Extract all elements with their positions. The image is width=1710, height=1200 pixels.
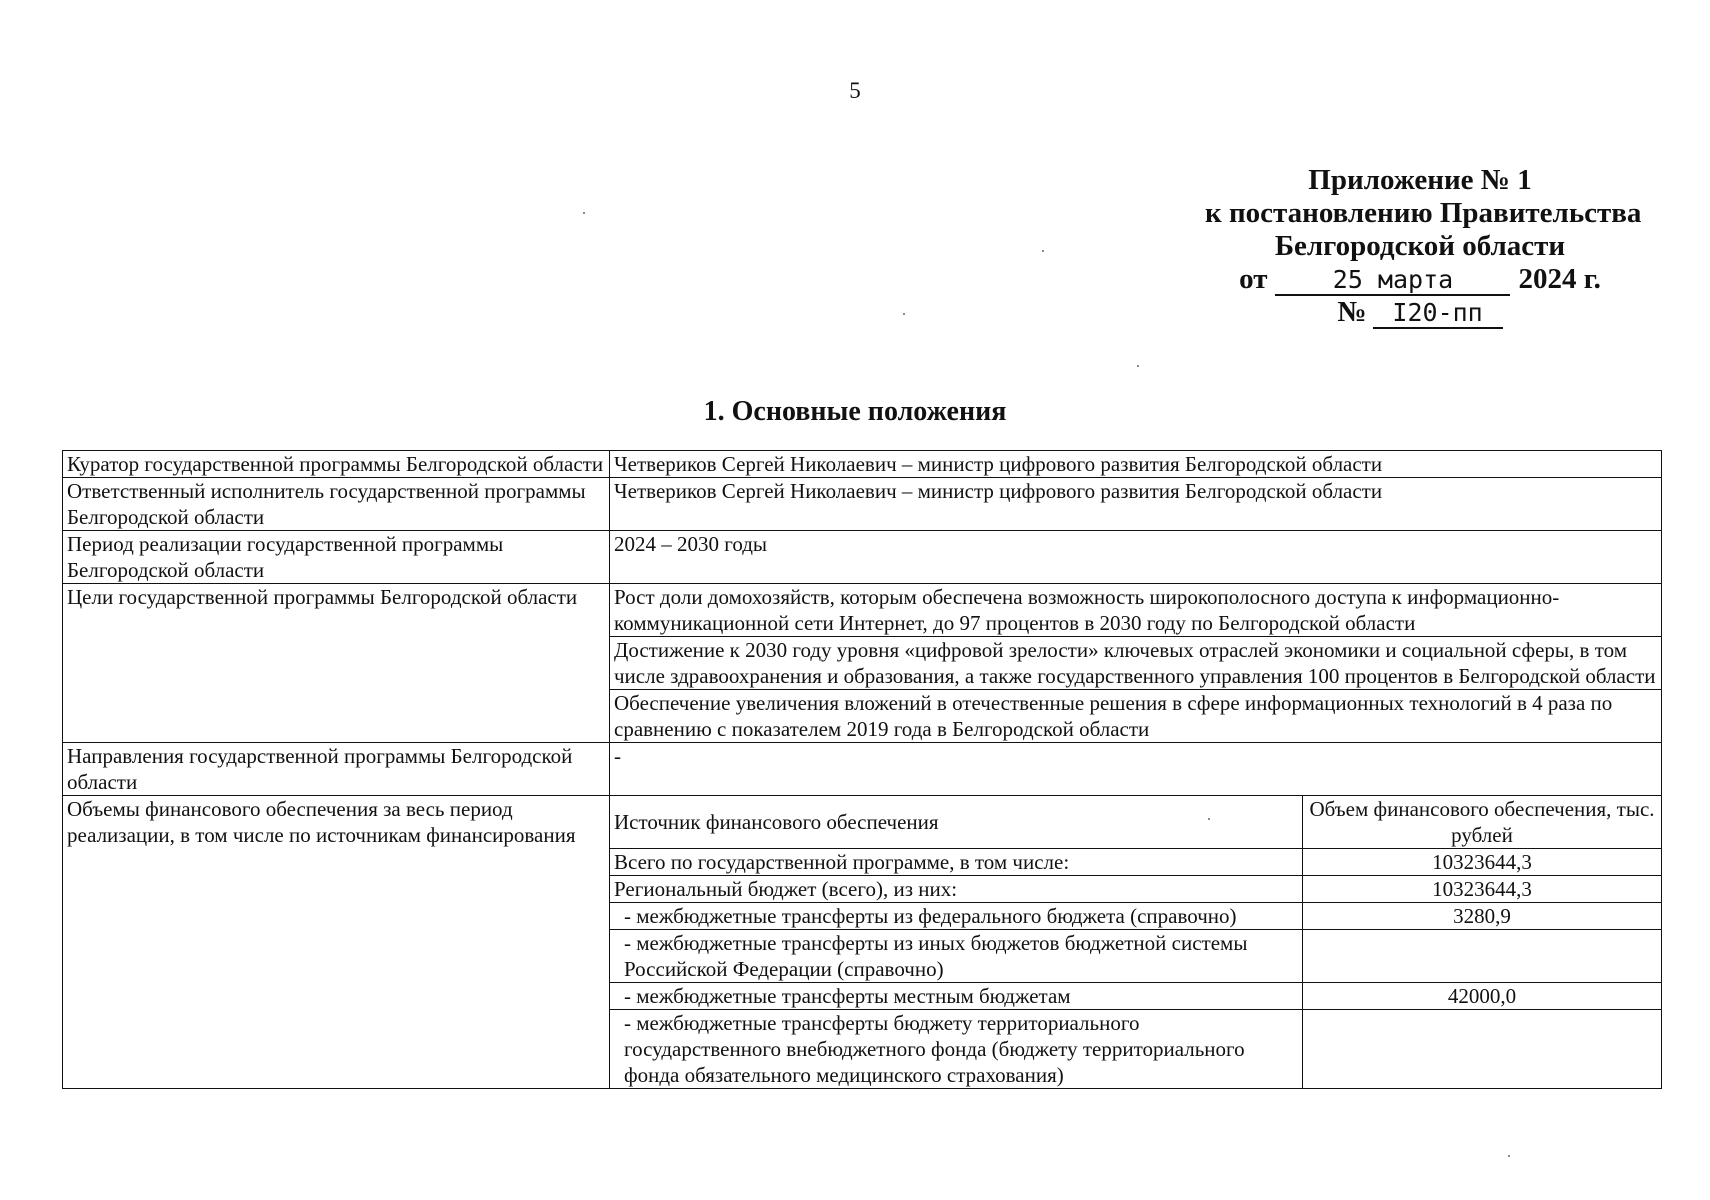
financing-amount-header: Объем финансового обеспечения, тыс. рублей bbox=[1303, 796, 1662, 849]
financing-item-row bbox=[610, 903, 1661, 930]
financing-row bbox=[63, 796, 1662, 1089]
financing-source: Региональный бюджет (всего), из них: bbox=[610, 876, 1303, 903]
handwritten-number: I20-пп bbox=[1373, 299, 1503, 329]
financing-source: - межбюджетные трансферты из федерального бюджета (справочно) bbox=[610, 903, 1303, 930]
appendix-line-2: к постановлению Правительства bbox=[1205, 197, 1642, 229]
financing-label: Объемы финансового обеспечения за весь период реализации, в том числе по источникам финансирования bbox=[63, 796, 610, 1089]
financing-amount bbox=[1303, 930, 1662, 983]
scan-speck bbox=[903, 313, 905, 315]
table-row bbox=[63, 451, 1662, 478]
financing-source: - межбюджетные трансферты из иных бюджетов бюджетной системы Российской Федерации (справочно) bbox=[610, 930, 1303, 983]
financing-source: - межбюджетные трансферты бюджету территориального государственного внебюджетного фонда (бюджету территориального фонда обязательного медицинского страхования) bbox=[610, 1010, 1303, 1089]
financing-amount: 10323644,3 bbox=[1303, 876, 1662, 903]
year: 2024 г. bbox=[1518, 263, 1601, 295]
financing-item-row bbox=[610, 1010, 1661, 1089]
goal-item: Рост доли домохозяйств, которым обеспечена возможность широкополосного доступа к информационно-коммуникационной сети Интернет, до 97 процентов в 2030 году по Белгородской области bbox=[610, 584, 1662, 637]
scan-speck bbox=[583, 212, 585, 214]
goal-item: Достижение к 2030 году уровня «цифровой зрелости» ключевых отраслей экономики и социальной сферы, в том числе здравоохранения и образования, а также государственного управления 100 процентов в Белгородской области bbox=[610, 637, 1662, 690]
appendix-number-row bbox=[1205, 296, 1635, 329]
appendix-title: Приложение № 1 bbox=[1308, 164, 1532, 196]
financing-amount: 3280,9 bbox=[1303, 903, 1662, 930]
page-number: 5 bbox=[849, 78, 861, 103]
financing-item-row bbox=[610, 849, 1661, 876]
financing-cell bbox=[610, 796, 1662, 1089]
scan-speck bbox=[1508, 1155, 1510, 1157]
row-value: 2024 – 2030 годы bbox=[610, 531, 1662, 584]
financing-source-header: Источник финансового обеспечения bbox=[610, 796, 1303, 849]
goal-item: Обеспечение увеличения вложений в отечественные решения в сфере информационных технологий в 4 раза по сравнению с показателем 2019 года в Белгородской области bbox=[610, 690, 1662, 743]
scan-speck bbox=[1042, 250, 1044, 252]
financing-amount: 42000,0 bbox=[1303, 983, 1662, 1010]
financing-item-row bbox=[610, 876, 1661, 903]
row-label: Период реализации государственной программы Белгородской области bbox=[63, 531, 610, 584]
financing-source: Всего по государственной программе, в том числе: bbox=[610, 849, 1303, 876]
appendix-line-3: Белгородской области bbox=[1274, 230, 1566, 262]
row-label: Ответственный исполнитель государственной программы Белгородской области bbox=[63, 478, 610, 531]
handwritten-date: 25 марта bbox=[1275, 266, 1510, 296]
scan-speck bbox=[1208, 818, 1210, 820]
date-prefix: от bbox=[1239, 263, 1268, 295]
financing-source: - межбюджетные трансферты местным бюджетам bbox=[610, 983, 1303, 1010]
row-value: Четвериков Сергей Николаевич – министр цифрового развития Белгородской области bbox=[610, 451, 1662, 478]
directions-row bbox=[63, 743, 1662, 796]
table-row bbox=[63, 531, 1662, 584]
financing-amount: 10323644,3 bbox=[1303, 849, 1662, 876]
goals-row bbox=[63, 584, 1662, 637]
number-prefix: № bbox=[1337, 296, 1367, 328]
row-value: Четвериков Сергей Николаевич – министр цифрового развития Белгородской области bbox=[610, 478, 1662, 531]
financing-item-row bbox=[610, 983, 1661, 1010]
main-table bbox=[62, 450, 1662, 1089]
goals-label: Цели государственной программы Белгородской области bbox=[63, 584, 610, 743]
section-title: 1. Основные положения bbox=[703, 396, 1007, 427]
financing-item-row bbox=[610, 930, 1661, 983]
financing-table bbox=[610, 796, 1661, 1088]
appendix-block bbox=[1205, 164, 1642, 329]
scan-speck bbox=[1137, 365, 1139, 367]
directions-label: Направления государственной программы Белгородской области bbox=[63, 743, 610, 796]
appendix-date-row bbox=[1205, 263, 1635, 296]
financing-amount bbox=[1303, 1010, 1662, 1089]
financing-header-row bbox=[610, 796, 1661, 849]
table-row bbox=[63, 478, 1662, 531]
row-label: Куратор государственной программы Белгородской области bbox=[63, 451, 610, 478]
directions-value: - bbox=[610, 743, 1662, 796]
